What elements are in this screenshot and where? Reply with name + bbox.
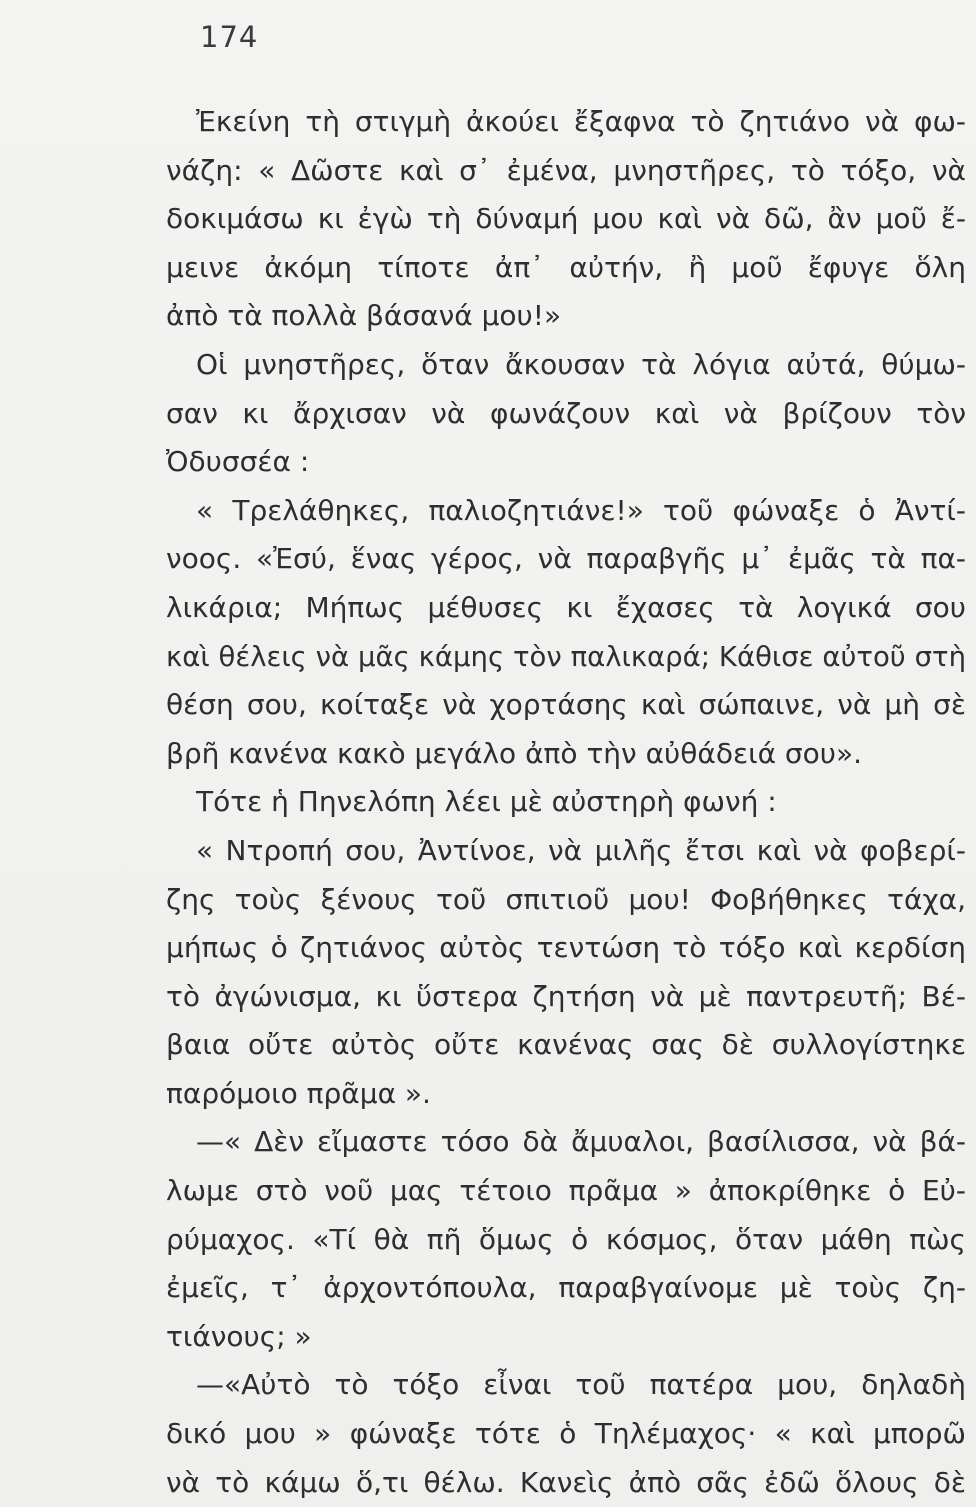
text-line: Ἐκείνη τὴ στιγμὴ ἀκούει ἔξαφνα τὸ ζητιάνο νὰ φω- xyxy=(196,105,966,138)
text-line: δικό μου » φώναξε τότε ὁ Τηλέμαχος· « καὶ μπορῶ xyxy=(166,1417,966,1451)
text-line: βαια οὔτε αὐτὸς οὔτε κανένας σας δὲ συλλογίστηκε xyxy=(166,1028,966,1062)
text-line: ἀπὸ τὰ πολλὰ βάσανά μου!» xyxy=(166,299,562,333)
text-line: μήπως ὁ ζητιάνος αὐτὸς τεντώση τὸ τόξο καὶ κερδίση xyxy=(166,931,966,965)
text-line: νὰ τὸ κάμω ὅ,τι θέλω. Κανεὶς ἀπὸ σᾶς ἐδῶ ὅλους δὲ xyxy=(166,1465,966,1499)
text-line: Οἱ μνηστῆρες, ὅταν ἄκουσαν τὰ λόγια αὐτά, θύμω- xyxy=(196,347,966,381)
body-text xyxy=(166,98,966,1507)
page-number: 174 xyxy=(200,20,259,54)
text-line: —«Αὐτὸ τὸ τόξο εἶναι τοῦ πατέρα μου, δηλαδὴ xyxy=(196,1368,966,1402)
text-line: « Ντροπή σου, Ἀντίνοε, νὰ μιλῆς ἔτσι καὶ νὰ φοβερί- xyxy=(196,833,966,867)
text-line: τὸ ἀγώνισμα, κι ὕστερα ζητήση νὰ μὲ παντρευτῆ; Βέ- xyxy=(166,979,966,1013)
text-line: θέση σου, κοίταξε νὰ χορτάσης καὶ σώπαινε, νὰ μὴ σὲ xyxy=(166,688,966,722)
text-line: Ὀδυσσέα : xyxy=(166,445,310,479)
text-line: λωμε στὸ νοῦ μας τέτοιο πρᾶμα » ἀποκρίθηκε ὁ Εὐ- xyxy=(166,1174,966,1208)
text-line: —« Δὲν εἴμαστε τόσο δὰ ἄμυαλοι, βασίλισσα, νὰ βά- xyxy=(196,1125,966,1159)
text-line: νοος. «Ἐσύ, ἕνας γέρος, νὰ παραβγῆς μ᾽ ἐμᾶς τὰ πα- xyxy=(166,542,966,576)
text-line: Τότε ἡ Πηνελόπη λέει μὲ αὐστηρὴ φωνή : xyxy=(196,785,777,819)
text-line: ζης τοὺς ξένους τοῦ σπιτιοῦ μου! Φοβήθηκες τάχα, xyxy=(166,882,966,916)
text-line: νάζη: « Δῶστε καὶ σ᾽ ἐμένα, μνηστῆρες, τὸ τόξο, νὰ xyxy=(166,153,966,187)
text-line: δοκιμάσω κι ἐγὼ τὴ δύναμή μου καὶ νὰ δῶ, ἂν μοῦ ἔ- xyxy=(166,202,966,236)
text-line: καὶ θέλεις νὰ μᾶς κάμης τὸν παλικαρά; Κάθισε αὐτοῦ στὴ xyxy=(166,640,966,673)
text-line: « Τρελάθηκες, παλιοζητιάνε!» τοῦ φώναξε ὁ Ἀντί- xyxy=(196,493,966,527)
text-line: ρύμαχος. «Τί θὰ πῆ ὅμως ὁ κόσμος, ὅταν μάθη πὼς xyxy=(166,1222,966,1256)
text-line: τιάνους; » xyxy=(166,1319,312,1353)
text-line: λικάρια; Μήπως μέθυσες κι ἔχασες τὰ λογικά σου xyxy=(166,590,966,624)
text-line: σαν κι ἄρχισαν νὰ φωνάζουν καὶ νὰ βρίζουν τὸν xyxy=(166,396,966,430)
text-line: παρόμοιο πρᾶμα ». xyxy=(166,1076,431,1110)
text-line: ἐμεῖς, τ᾽ ἀρχοντόπουλα, παραβγαίνομε μὲ τοὺς ζη- xyxy=(166,1271,966,1305)
text-line: μεινε ἀκόμη τίποτε ἀπ᾽ αὐτήν, ἢ μοῦ ἔφυγε ὅλη xyxy=(166,250,966,284)
text-line: βρῆ κανένα κακὸ μεγάλο ἀπὸ τὴν αὐθάδειά σου». xyxy=(166,736,863,770)
